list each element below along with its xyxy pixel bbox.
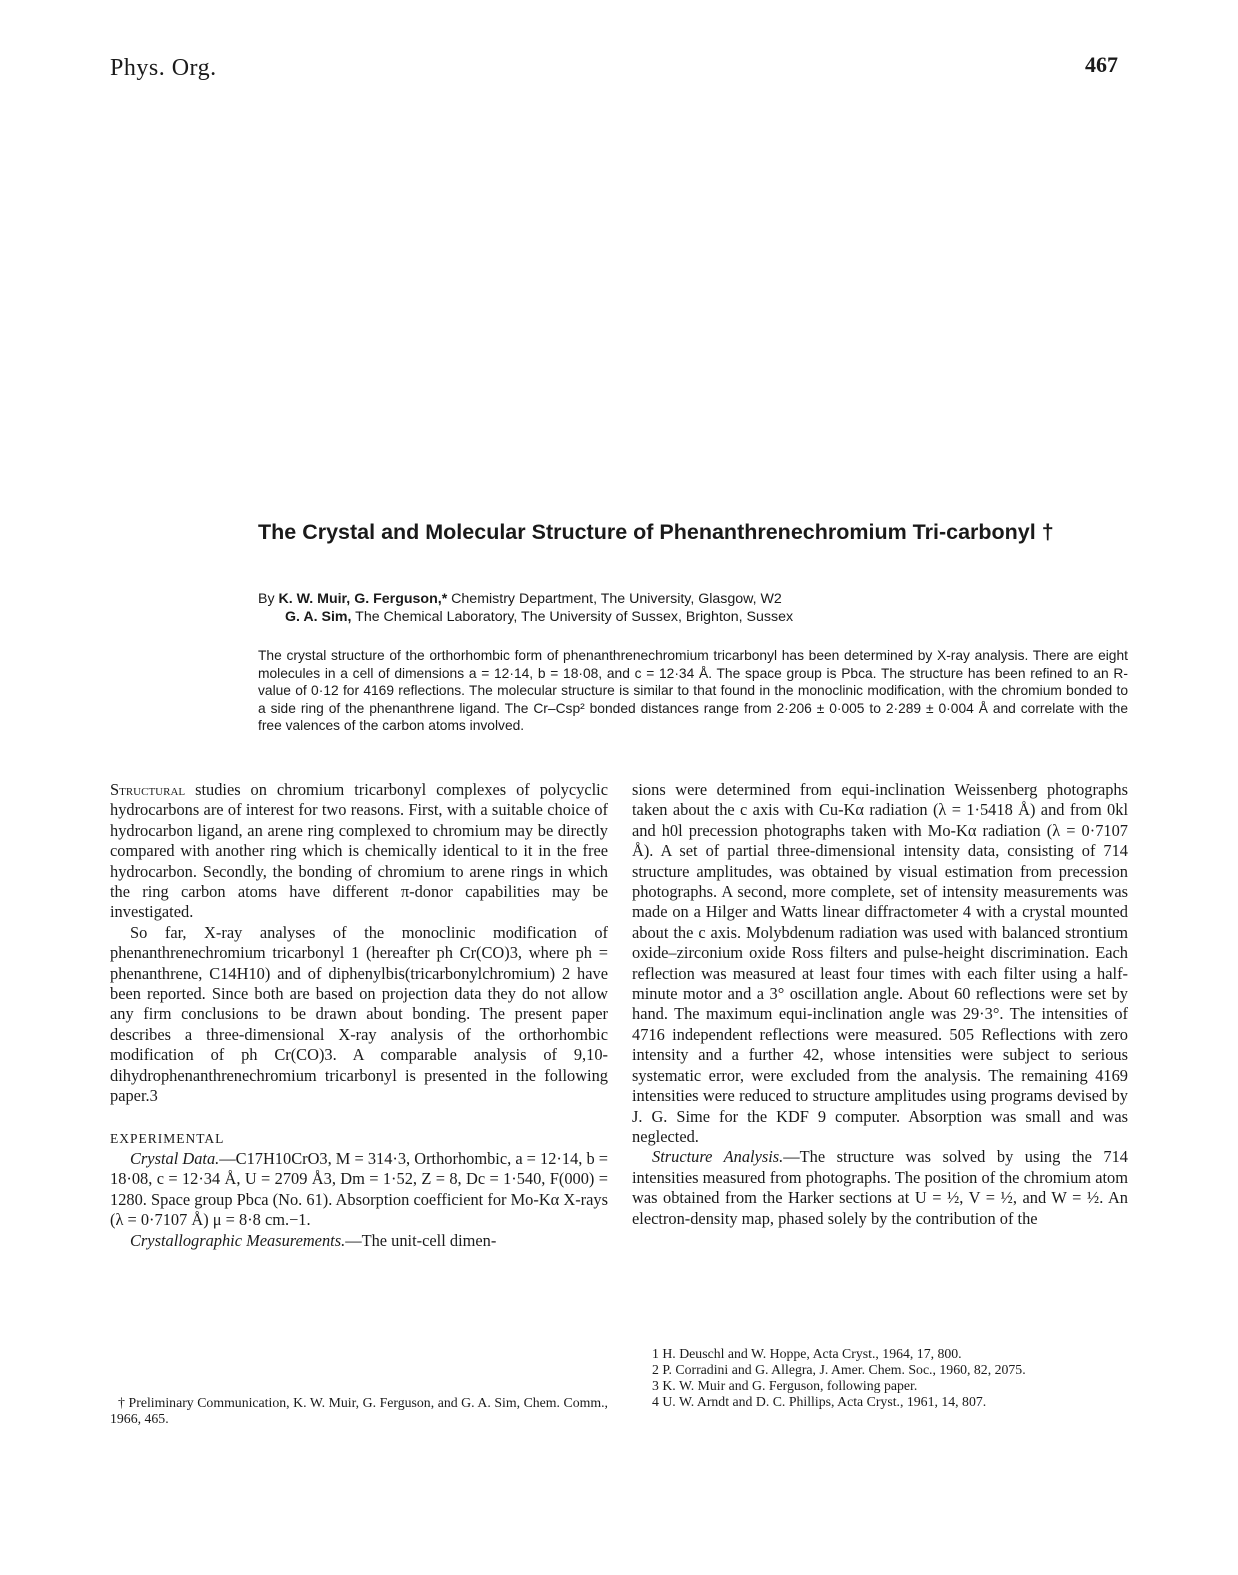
footnote-dagger-text: † Preliminary Communication, K. W. Muir, G. Ferguson, and G. A. Sim, Chem. Comm., 1966, 465.: [110, 1395, 608, 1426]
body-column-right: [632, 780, 1128, 1229]
affiliation-glasgow: Chemistry Department, The University, Glasgow, W2: [451, 591, 782, 607]
measurements-paragraph: sions were determined from equi-inclination Weissenberg photographs taken about the c axis with Cu-Kα radiation (λ = 1·5418 Å) and from 0kl and h0l precession photographs taken with Mo-Kα radiation (λ = 0·7107 Å). A set of partial three-dimensional intensity data, consisting of 714 structure amplitudes, was obtained by visual estimation from precession photographs. A second, more complete, set of intensity measurements was made on a Hilger and Watts linear diffractometer 4 with a crystal mounted about the c axis. Molybdenum radiation was used with balanced strontium oxide–zirconium oxide Ross filters and pulse-height discrimination. Each reflection was measured at least four times with each filter using a half-minute motor and a 3° oscillation angle. About 60 reflections were set by hand. The maximum equi-inclination angle was 29·3°. The intensities of 4716 independent reflections were measured. 505 Reflections with zero intensity and a further 42, whose intensities were subject to serious systematic error, were excluded from the analysis. The remaining 4169 intensities were reduced to structure amplitudes using programs devised by J. G. Sime for the KDF 9 computer. Absorption was small and was neglected.: [632, 780, 1128, 1146]
reference-1: 1 H. Deuschl and W. Hoppe, Acta Cryst., 1964, 17, 800.: [652, 1346, 962, 1361]
crystal-data-label: Crystal Data.: [130, 1148, 220, 1168]
structure-analysis-paragraph: [632, 1147, 1128, 1229]
author-ferguson: G. Ferguson,*: [354, 591, 448, 607]
running-head: Phys. Org.: [110, 55, 217, 81]
prior-work-paragraph: So far, X-ray analyses of the monoclinic modification of phenanthrenechromium tricarbonyl 1 (hereafter ph Cr(CO)3, where ph = phenanthrene, C14H10) and of diphenylbis(tricarbonylchromium) 2 have been reported. Since both are based on projection data they do not allow any firm conclusions to be drawn about bonding. The present paper describes a three-dimensional X-ray analysis of the orthorhombic modification of ph Cr(CO)3. A comparable analysis of 9,10-dihydrophenanthrenechromium tricarbonyl is presented in the following paper.3: [110, 922, 608, 1106]
crystal-data-text: —C17H10CrO3, M = 314·3, Orthorhombic, a = 12·14, b = 18·08, c = 12·34 Å, U = 2709 Å3, Dm = 1·52, Z = 8, Dc = 1·540, F(000) = 1280. Space group Pbca (No. 61). Absorption coefficient for Mo-Kα X-rays (λ = 0·7107 Å) μ = 8·8 cm.−1.: [110, 1148, 608, 1230]
crystal-data-paragraph: [110, 1149, 608, 1231]
article-title: The Crystal and Molecular Structure of Phenanthrenechromium Tri-carbonyl †: [258, 520, 1054, 544]
references: [632, 1346, 1128, 1410]
byline-prefix: By: [258, 591, 275, 607]
cryst-meas-label: Crystallographic Measurements.: [130, 1230, 346, 1250]
body-column-left: [110, 780, 608, 1251]
abstract: The crystal structure of the orthorhombic form of phenanthrenechromium tricarbonyl has been determined by X-ray analysis. There are eight molecules in a cell of dimensions a = 12·14, b = 18·08, and c = 12·34 Å. The space group is Pbca. The structure has been refined to an R-value of 0·12 for 4169 reflections. The molecular structure is similar to that found in the monoclinic modification, with the chromium bonded to a side ring of the phenanthrene ligand. The Cr–Csp² bonded distances range from 2·206 ± 0·005 to 2·289 ± 0·004 Å and correlate with the free valences of the carbon atoms involved.: [258, 648, 1128, 733]
author-muir: K. W. Muir,: [278, 591, 351, 607]
section-heading-experimental: EXPERIMENTAL: [110, 1130, 225, 1146]
author-block: [258, 590, 1128, 626]
reference-4: 4 U. W. Arndt and D. C. Phillips, Acta Cryst., 1961, 14, 807.: [652, 1394, 987, 1409]
reference-2: 2 P. Corradini and G. Allegra, J. Amer. Chem. Soc., 1960, 82, 2075.: [652, 1362, 1026, 1377]
structure-analysis-text: —The structure was solved by using the 714 intensities measured from photographs. The position of the chromium atom was obtained from the Harker sections at U = ½, V = ½, and W = ½. An electron-density map, phased solely by the contribution of the: [632, 1147, 1128, 1228]
affiliation-sussex: The Chemical Laboratory, The University of Sussex, Brighton, Sussex: [355, 609, 794, 625]
author-line-2: [258, 608, 1128, 626]
intro-lead-word: Structural: [110, 780, 186, 799]
reference-3: 3 K. W. Muir and G. Ferguson, following paper.: [652, 1378, 918, 1393]
footnote-dagger: [110, 1395, 608, 1427]
cryst-meas-paragraph: [110, 1231, 608, 1251]
page-number: 467: [1085, 52, 1118, 77]
cryst-meas-text: —The unit-cell dimen-: [345, 1230, 497, 1250]
intro-text: studies on chromium tricarbonyl complexes of polycyclic hydrocarbons are of interest for two reasons. First, with a suitable choice of hydrocarbon ligand, an arene ring complexed to chromium may be directly compared with another ring which is chemically identical to it in the free hydrocarbon. Secondly, the bonding of chromium to arene rings in which the ring carbon atoms have different π-donor capabilities may be investigated.: [110, 780, 608, 922]
structure-analysis-label: Structure Analysis.: [652, 1147, 784, 1167]
intro-paragraph: [110, 780, 608, 923]
author-sim: G. A. Sim,: [285, 609, 352, 625]
